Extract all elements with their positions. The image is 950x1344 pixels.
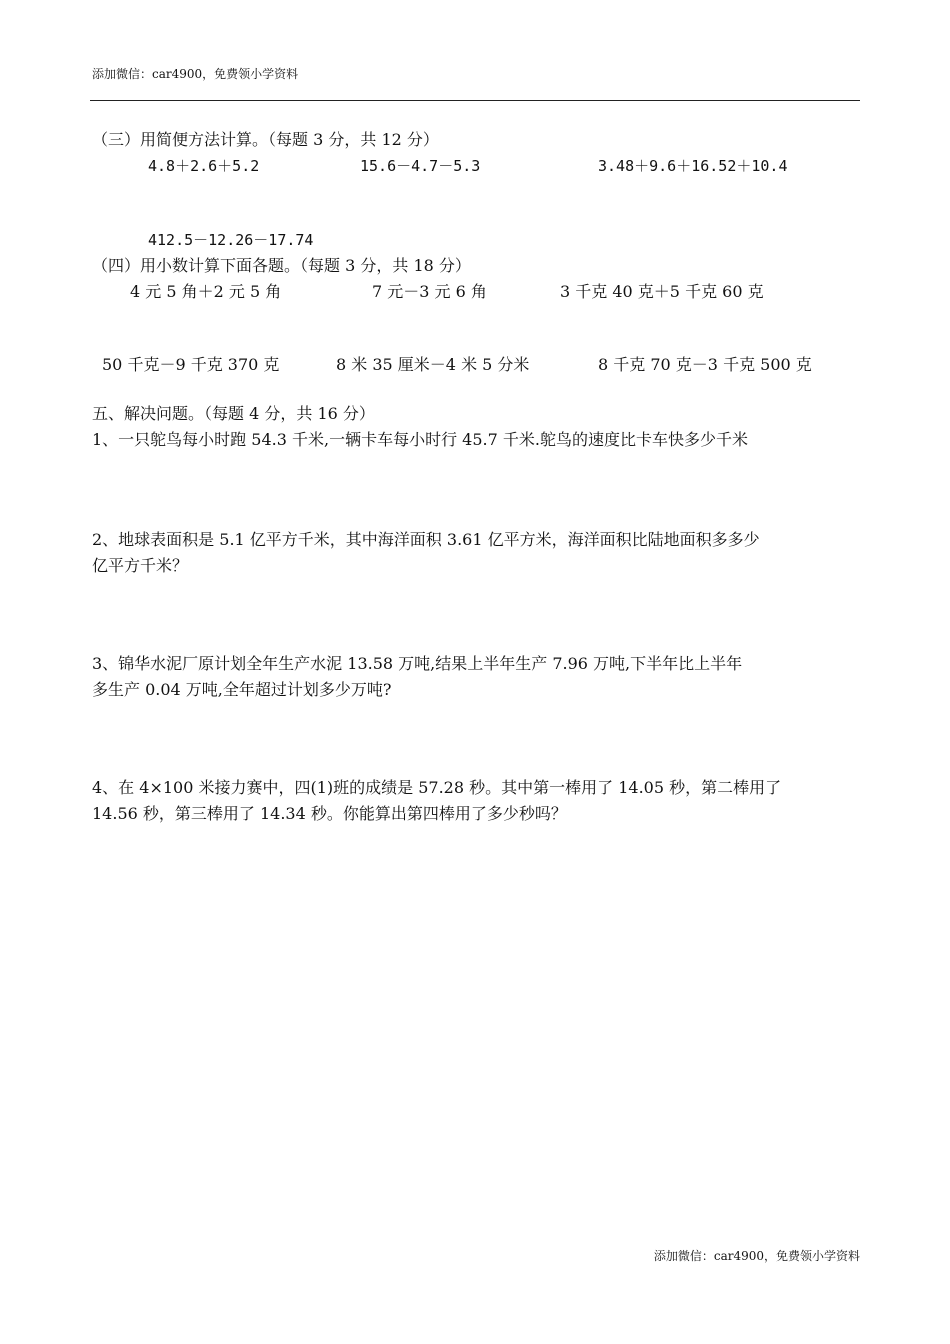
section4-problem-6: 8 千克 70 克－3 千克 500 克 (598, 355, 812, 374)
section4-problem-5: 8 米 35 厘米－4 米 5 分米 (336, 355, 530, 374)
header-divider (90, 100, 860, 101)
section3-problem-4: 412.5－12.26－17.74 (148, 231, 314, 249)
section4-title: （四）用小数计算下面各题。（每题 3 分，共 18 分） (92, 256, 471, 275)
section4-problem-1: 4 元 5 角＋2 元 5 角 (130, 282, 282, 301)
question-4-line-1: 4、在 4×100 米接力赛中，四(1)班的成绩是 57.28 秒。其中第一棒用了 14.05 秒，第二棒用了 (92, 778, 782, 797)
section4-problem-4: 50 千克－9 千克 370 克 (102, 355, 280, 374)
header-note: 添加微信：car4900，免费领小学资料 (92, 67, 299, 81)
footer-note: 添加微信：car4900，免费领小学资料 (653, 1249, 860, 1263)
question-1-line-1: 1、一只鸵鸟每小时跑 54.3 千米,一辆卡车每小时行 45.7 千米.鸵鸟的速度比卡车快多少千米 (92, 430, 748, 449)
section4-problem-3: 3 千克 40 克＋5 千克 60 克 (560, 282, 764, 301)
section4-problem-2: 7 元－3 元 6 角 (372, 282, 487, 301)
section3-problem-2: 15.6－4.7－5.3 (360, 157, 481, 175)
question-2-line-1: 2、地球表面积是 5.1 亿平方千米，其中海洋面积 3.61 亿平方米，海洋面积比陆地面积多多少 (92, 530, 760, 549)
section3-title: （三）用简便方法计算。（每题 3 分，共 12 分） (92, 130, 439, 149)
question-4-line-2: 14.56 秒，第三棒用了 14.34 秒。你能算出第四棒用了多少秒吗？ (92, 804, 567, 823)
section3-problem-1: 4.8＋2.6＋5.2 (148, 157, 260, 175)
question-3-line-1: 3、锦华水泥厂原计划全年生产水泥 13.58 万吨,结果上半年生产 7.96 万吨,下半年比上半年 (92, 654, 743, 673)
section3-problem-3: 3.48＋9.6＋16.52＋10.4 (598, 157, 788, 175)
question-2-line-2: 亿平方千米？ (92, 556, 189, 575)
question-3-line-2: 多生产 0.04 万吨,全年超过计划多少万吨? (92, 680, 392, 699)
section5-title: 五、解决问题。（每题 4 分，共 16 分） (92, 404, 375, 423)
